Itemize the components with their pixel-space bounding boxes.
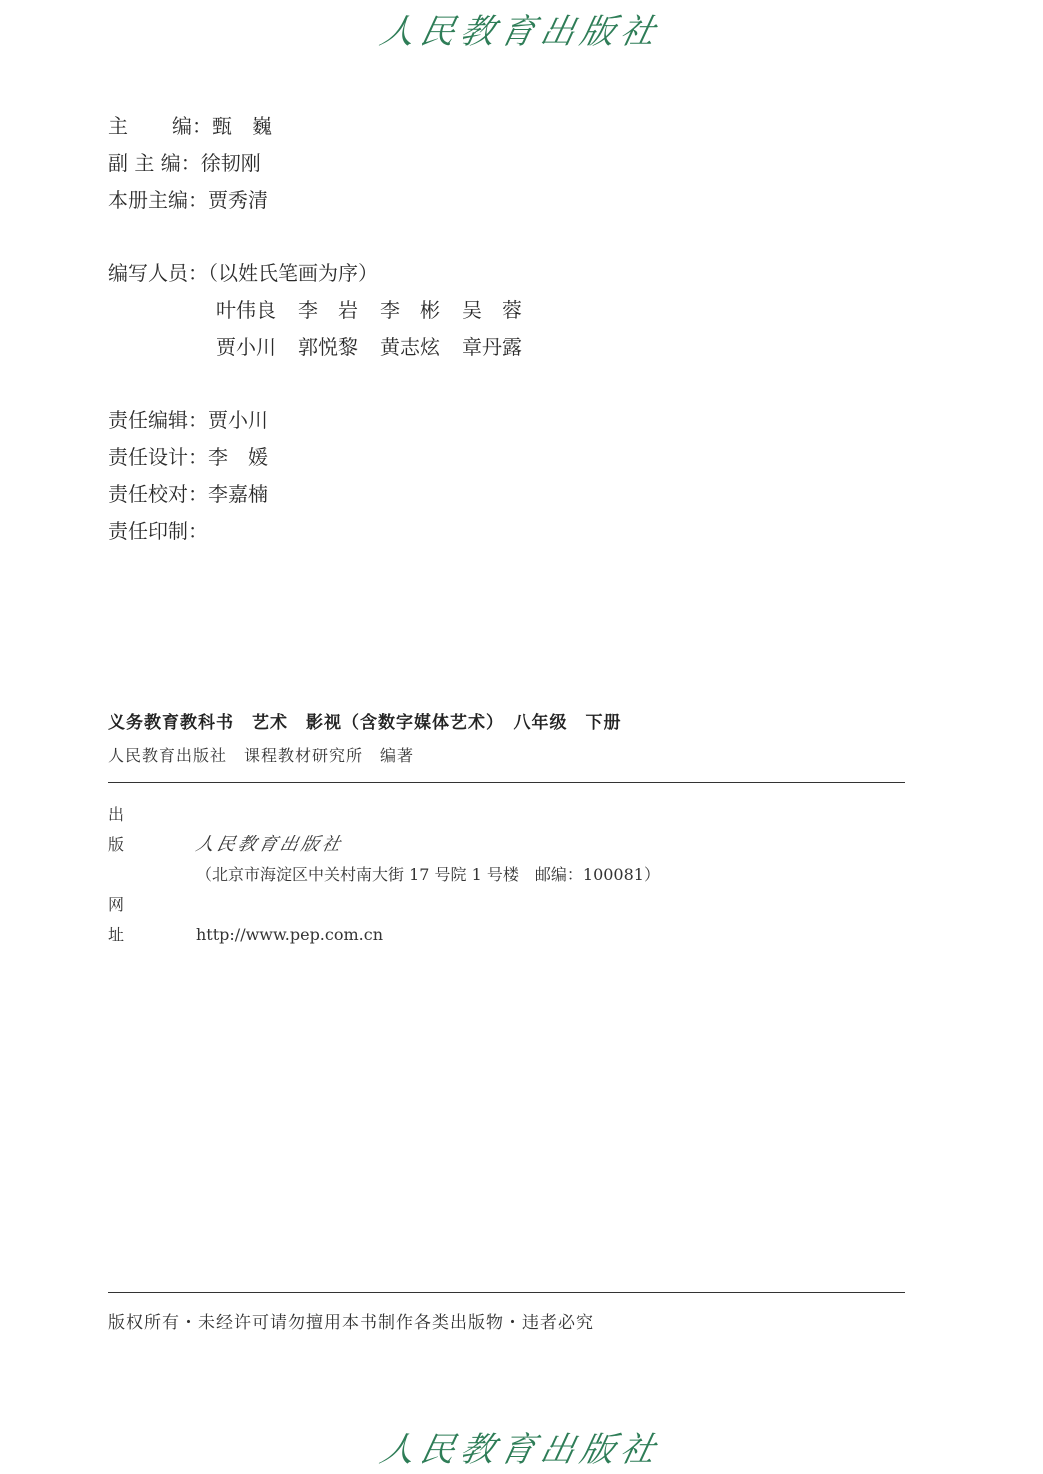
responsible-editor-label: 责任编辑： bbox=[108, 408, 208, 432]
responsible-editor-row bbox=[108, 402, 544, 439]
responsible-proofreading-label: 责任校对： bbox=[108, 482, 208, 506]
divider-bottom bbox=[108, 1292, 905, 1293]
publisher-logo-top: 人民教育出版社 bbox=[376, 12, 666, 52]
website-label: 网址 bbox=[108, 895, 155, 944]
writer-name: 吴 蓉 bbox=[462, 298, 522, 322]
writer-name: 黄志炫 bbox=[380, 335, 440, 359]
publisher-label: 出版 bbox=[108, 805, 155, 854]
responsible-printing-label: 责任印制： bbox=[108, 519, 208, 543]
writer-name: 章丹露 bbox=[462, 335, 522, 359]
website-row bbox=[108, 890, 660, 950]
publisher-logo-small: 人民教育出版社 bbox=[193, 834, 346, 855]
writer-name: 叶伟良 bbox=[216, 298, 276, 322]
website-link[interactable]: http://www.pep.com.cn bbox=[196, 925, 384, 944]
credits-block bbox=[108, 108, 544, 550]
deputy-chief-editor-row bbox=[108, 145, 544, 182]
publication-info bbox=[108, 800, 660, 950]
copyright-notice: 版权所有・未经许可请勿擅用本书制作各类出版物・违者必究 bbox=[108, 1313, 594, 1333]
writer-name: 贾小川 bbox=[216, 335, 276, 359]
volume-chief-editor-value: 贾秀清 bbox=[208, 188, 268, 212]
writer-name: 郭悦黎 bbox=[298, 335, 358, 359]
volume-chief-editor-label: 本册主编： bbox=[108, 188, 208, 212]
writer-name: 李 彬 bbox=[380, 298, 440, 322]
book-info bbox=[108, 708, 622, 766]
writers-label: 编写人员：（以姓氏笔画为序） bbox=[108, 261, 378, 285]
writers-row-2 bbox=[108, 329, 544, 366]
responsible-design-value: 李 媛 bbox=[208, 445, 268, 469]
chief-editor-row bbox=[108, 108, 544, 145]
chief-editor-label: 主 编： bbox=[108, 114, 212, 138]
publisher-row bbox=[108, 800, 660, 860]
responsible-proofreading-value: 李嘉楠 bbox=[208, 482, 268, 506]
responsible-editor-value: 贾小川 bbox=[208, 408, 268, 432]
book-title: 义务教育教科书 艺术 影视（含数字媒体艺术） 八年级 下册 bbox=[108, 713, 622, 733]
book-author: 人民教育出版社 课程教材研究所 编著 bbox=[108, 746, 415, 765]
responsible-design-row bbox=[108, 439, 544, 476]
deputy-chief-editor-label: 副 主 编： bbox=[108, 151, 201, 175]
divider-top bbox=[108, 782, 905, 783]
deputy-chief-editor-value: 徐韧刚 bbox=[200, 151, 261, 175]
publisher-address: （北京市海淀区中关村南大街 17 号院 1 号楼 邮编：100081） bbox=[196, 865, 660, 884]
publisher-logo-bottom: 人民教育出版社 bbox=[376, 1430, 666, 1470]
chief-editor-value: 甄 巍 bbox=[212, 114, 272, 138]
writer-name: 李 岩 bbox=[298, 298, 358, 322]
responsible-printing-row bbox=[108, 513, 544, 550]
responsible-proofreading-row bbox=[108, 476, 544, 513]
responsible-design-label: 责任设计： bbox=[108, 445, 208, 469]
volume-chief-editor-row bbox=[108, 182, 544, 219]
writers-row-1 bbox=[108, 292, 544, 329]
